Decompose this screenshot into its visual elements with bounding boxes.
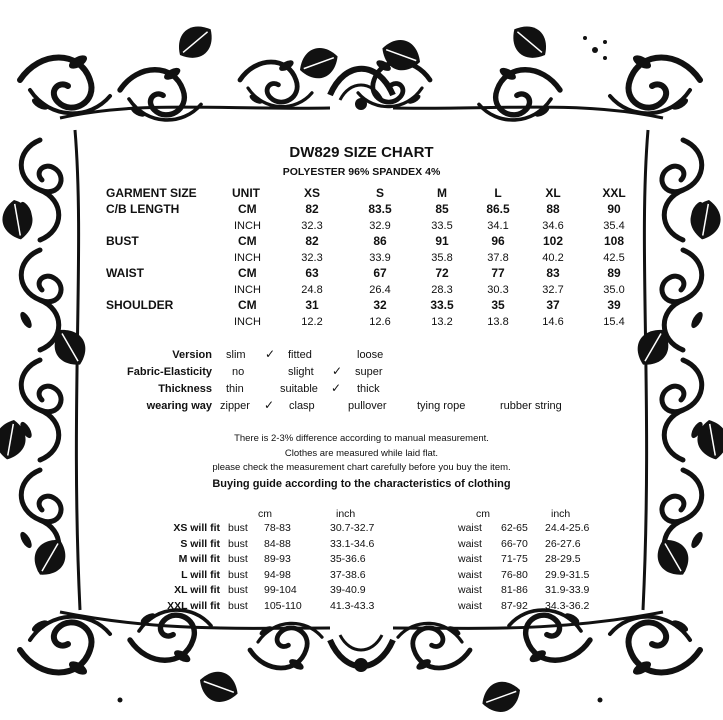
note-check-chart: please check the measurement chart carefully before you buy the item. [212,462,511,473]
top-ornament [20,18,700,120]
waist-inch-m: 28.3 [431,284,453,296]
fit-label-s: S will fit [180,538,220,550]
fit-label-m: M will fit [178,553,220,565]
waist-cm-xs: 63 [305,266,319,280]
bust-label: bust [228,538,248,550]
bust-inch-xs: 30.7-32.7 [330,522,375,534]
shoulder-cm-m: 33.5 [430,298,454,312]
wearing-option-tying-rope: tying rope [417,400,466,412]
fit-label-xl: XL will fit [174,584,220,596]
waist-inch-xxl: 34.3-36.2 [545,600,590,612]
bust-inch-xxl: 42.5 [603,252,625,264]
unit-inch: INCH [234,252,261,264]
note-laid-flat: Clothes are measured while laid flat. [284,448,439,459]
c-b-length-inch-xl: 34.6 [542,220,564,232]
bust-inch-xs: 32.3 [301,252,323,264]
unit-header: UNIT [232,186,260,200]
version-option-slim: slim [226,349,246,361]
waist-inch-l: 30.3 [487,284,509,296]
wearing-selected-check-icon: ✓ [264,398,275,412]
waist-inch-xs: 24.4-25.6 [545,522,590,534]
shoulder-inch-s: 12.6 [369,316,391,328]
c-b-length-inch-s: 32.9 [369,220,391,232]
elasticity-option-no: no [232,366,245,378]
unit-inch: INCH [234,284,261,296]
shoulder-inch-xs: 12.2 [301,316,323,328]
c-b-length-inch-m: 33.5 [431,220,453,232]
bust-inch-xl: 40.2 [542,252,564,264]
waist-inch-xxl: 35.0 [603,284,625,296]
thickness-option-thick: thick [357,383,380,395]
shoulder-cm-xs: 31 [305,298,319,312]
bust-cm-xxl: 105-110 [264,600,302,612]
wearing-label: wearing way [146,400,212,412]
bust-cm-s: 86 [373,234,387,248]
bust-cm-s: 84-88 [264,538,291,550]
c-b-length-cm-m: 85 [435,202,449,216]
bust-cm-xs: 78-83 [264,522,291,534]
bust-label: bust [228,569,248,581]
waist-inch-xl: 32.7 [542,284,564,296]
thickness-selected-check-icon: ✓ [331,381,342,395]
bust-inch-xxl: 41.3-43.3 [330,600,375,612]
bust-cm-m: 91 [435,234,449,248]
unit-cm: CM [238,298,257,312]
unit-cm: CM [238,234,257,248]
waist-cm-xl: 83 [546,266,560,280]
bust-label: bust [228,600,248,612]
size-header-s: S [375,186,384,200]
elasticity-selected-check-icon: ✓ [332,364,343,378]
elasticity-option-super: super [355,366,383,378]
waist-label: waist [458,538,482,550]
version-option-fitted: fitted [288,349,312,361]
fabric-composition: POLYESTER 96% SPANDEX 4% [282,166,441,178]
thickness-label: Thickness [158,383,212,395]
wearing-option-rubber-string: rubber string [500,400,562,412]
shoulder-cm-s: 32 [373,298,387,312]
c-b-length-cm-xxl: 90 [607,202,621,216]
waist-label: waist [458,584,482,596]
shoulder-cm-xl: 37 [546,298,560,312]
version-label: Version [172,349,212,361]
waist-cm-l: 77 [491,266,505,280]
garment-size-header: GARMENT SIZE [106,186,197,200]
fit-label-xxl: XXL will fit [167,600,220,612]
version-selected-check-icon: ✓ [265,347,276,361]
shoulder-inch-l: 13.8 [487,316,509,328]
waist-inch-s: 26-27.6 [545,538,581,550]
c-b-length-cm-xs: 82 [305,202,319,216]
waist-inch-m: 28-29.5 [545,553,581,565]
chart-title: DW829 SIZE CHART [289,144,434,161]
note-measurement-difference: There is 2-3% difference according to manual measurement. [234,433,489,444]
guide-bust-cm-header: cm [258,508,272,520]
waist-cm-m: 72 [435,266,449,280]
thickness-option-thin: thin [226,383,244,395]
bust-inch-s: 33.1-34.6 [330,538,375,550]
guide-bust-inch-header: inch [336,508,356,520]
waist-label: waist [458,522,482,534]
size-header-m: M [437,186,447,200]
bust-inch-l: 37.8 [487,252,509,264]
size-header-l: L [494,186,502,200]
bust-cm-m: 89-93 [264,553,291,565]
waist-cm-s: 67 [373,266,387,280]
shoulder-inch-xl: 14.6 [542,316,564,328]
size-header-xs: XS [303,186,320,200]
bust-label: bust [228,553,248,565]
wearing-option-pullover: pullover [348,400,387,412]
waist-inch-xl: 31.9-33.9 [545,584,590,596]
bust-inch-l: 37-38.6 [330,569,366,581]
bust-label: bust [228,584,248,596]
wearing-option-clasp: clasp [289,400,315,412]
shoulder-cm-xxl: 39 [607,298,621,312]
size-header-xl: XL [545,186,561,200]
waist-cm-l: 76-80 [501,569,528,581]
row-label-shoulder: SHOULDER [106,298,174,312]
c-b-length-cm-xl: 88 [546,202,560,216]
shoulder-cm-l: 35 [491,298,505,312]
waist-cm-xl: 81-86 [501,584,528,596]
unit-cm: CM [238,202,257,216]
unit-inch: INCH [234,316,261,328]
bust-label: bust [228,522,248,534]
shoulder-inch-xxl: 15.4 [603,316,625,328]
waist-cm-m: 71-75 [501,553,528,565]
row-label-bust: BUST [106,234,139,248]
waist-label: waist [458,553,482,565]
bust-cm-l: 94-98 [264,569,291,581]
elasticity-option-slight: slight [288,366,314,378]
bust-cm-xl: 99-104 [264,584,297,596]
bust-cm-l: 96 [491,234,505,248]
waist-cm-xs: 62-65 [501,522,528,534]
unit-cm: CM [238,266,257,280]
c-b-length-cm-l: 86.5 [486,202,510,216]
fit-label-l: L will fit [181,569,220,581]
bust-cm-xl: 102 [542,234,564,248]
c-b-length-inch-xxl: 35.4 [603,220,625,232]
guide-waist-cm-header: cm [476,508,490,520]
waist-label: waist [458,600,482,612]
bottom-ornament [20,610,700,718]
bust-inch-s: 33.9 [369,252,391,264]
waist-cm-s: 66-70 [501,538,528,550]
row-label-c-b-length: C/B LENGTH [106,202,180,216]
waist-inch-s: 26.4 [369,284,391,296]
row-label-waist: WAIST [106,266,144,280]
waist-inch-l: 29.9-31.5 [545,569,590,581]
waist-inch-xs: 24.8 [301,284,323,296]
left-ornament [0,130,93,610]
bust-inch-m: 35.8 [431,252,453,264]
c-b-length-inch-xs: 32.3 [301,220,323,232]
bust-inch-xl: 39-40.9 [330,584,366,596]
c-b-length-cm-s: 83.5 [368,202,392,216]
waist-cm-xxl: 87-92 [501,600,528,612]
bust-inch-m: 35-36.6 [330,553,366,565]
shoulder-inch-m: 13.2 [431,316,453,328]
fit-label-xs: XS will fit [173,522,220,534]
guide-waist-inch-header: inch [551,508,571,520]
size-header-xxl: XXL [602,186,626,200]
bust-cm-xs: 82 [305,234,319,248]
version-option-loose: loose [357,349,384,361]
unit-inch: INCH [234,220,261,232]
c-b-length-inch-l: 34.1 [487,220,509,232]
thickness-option-suitable: suitable [280,383,318,395]
elasticity-label: Fabric-Elasticity [127,366,212,378]
wearing-option-zipper: zipper [220,400,250,412]
bust-cm-xxl: 108 [603,234,625,248]
right-ornament [630,130,723,610]
waist-cm-xxl: 89 [607,266,621,280]
waist-label: waist [458,569,482,581]
buying-guide-title: Buying guide according to the characteristics of clothing [212,478,511,490]
